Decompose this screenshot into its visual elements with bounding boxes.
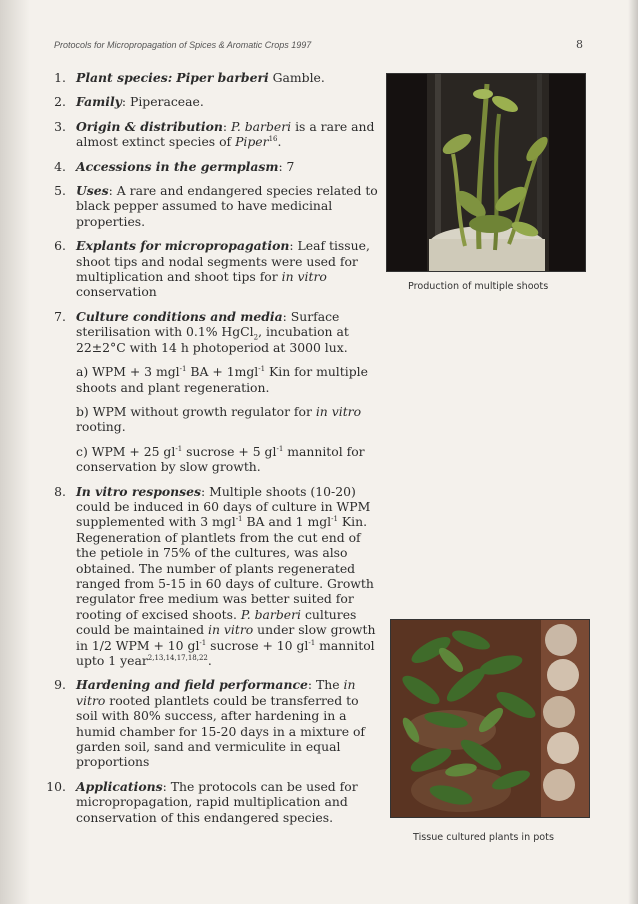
list-item-origin: 3. Origin & distribution: P. barberi is a rare and almost extinct species of Piper$^{16}$. xyxy=(54,118,375,150)
list-item-uses: 5. Uses: A rare and endangered species related to black pepper assumed to have medicinal properties. xyxy=(54,183,378,229)
photo-plants-in-pots xyxy=(390,619,590,818)
list-item-family: 2. Family: Piperaceae. xyxy=(54,94,204,110)
protocol-list xyxy=(42,70,382,834)
caption-plants-in-pots: Tissue cultured plants in pots xyxy=(413,832,554,843)
caption-multiple-shoots: Production of multiple shoots xyxy=(408,281,549,292)
list-item-hardening: 9. Hardening and field performance: The in vitro rooted plantlets could be transferred to soil with 80% success, after hardening in a humid chamber for 15-20 days in a mixture of garden soil, sand and vermiculite in equal proportions xyxy=(54,677,366,770)
list-item-explants: 6. Explants for micropropagation: Leaf tissue, shoot tips and nodal segments were used for multiplication and shoot tips for in vitro conservation xyxy=(54,238,370,300)
medium-c: c) WPM + 25 $gl^{-1}$ sucrose + 5 $gl^{-1}$ mannitol for conservation by slow growth. xyxy=(76,443,365,475)
list-item-in-vitro-responses: 8. In vitro responses: Multiple shoots (10-20) could be induced in 60 days of culture in WPM supplemented with 3 mgl$^{-1}$ BA and 1 mgl$^{-1}$ Kin. Regeneration of plantlets from the cut end of the petiole in 75% of the cultures, was also obtained. The number of plants regenerated ranged from 5-15 in 60 days of culture. Growth regulator free medium was better suited for rooting of excised shoots. P. barberi cultures could be maintained in vitro under slow growth in 1/2 WPM + 10 $gl^{-1}$ sucrose + 10 $gl^{-1}$ mannitol upto 1 year$^{2,13,14,17,18,22}$. xyxy=(54,483,376,668)
list-item-accessions: 4. Accessions in the germplasm: 7 xyxy=(54,158,295,174)
medium-a: a) WPM + 3 mgl$^{-1}$ BA + 1mgl$^{-1}$ Kin for multiple shoots and plant regeneration. xyxy=(76,364,368,395)
page-edge-shadow-right xyxy=(628,0,638,904)
running-header: Protocols for Micropropagation of Spices & Aromatic Crops 1997 xyxy=(54,40,312,50)
list-item-culture-conditions: 7. Culture conditions and media: Surface sterilisation with 0.1% HgCl$_2$, incubation at 22±2°C with 14 h photoperiod at 3000 lux. a) WPM + 3 mgl$^{-1}$ BA + 1mgl$^{-1}$ Kin for multiple shoots and plant regeneration. b) WPM without growth regulator for in vitro rooting. c) WPM + 25 $gl^{-1}$ sucrose + 5 $gl^{-1}$ mannitol for conservation by slow growth. xyxy=(42,309,382,475)
list-item-applications: 10. Applications: The protocols can be used for micropropagation, rapid multiplication and conservation of this endangered species. xyxy=(46,778,358,825)
page-edge-shadow-left xyxy=(0,0,30,904)
medium-b: b) WPM without growth regulator for in vitro rooting. xyxy=(76,403,362,435)
photo-multiple-shoots xyxy=(386,73,586,272)
page-number: 8 xyxy=(576,38,583,51)
list-item-plant-species: 1. Plant species: Piper barberi Gamble. xyxy=(54,70,325,85)
